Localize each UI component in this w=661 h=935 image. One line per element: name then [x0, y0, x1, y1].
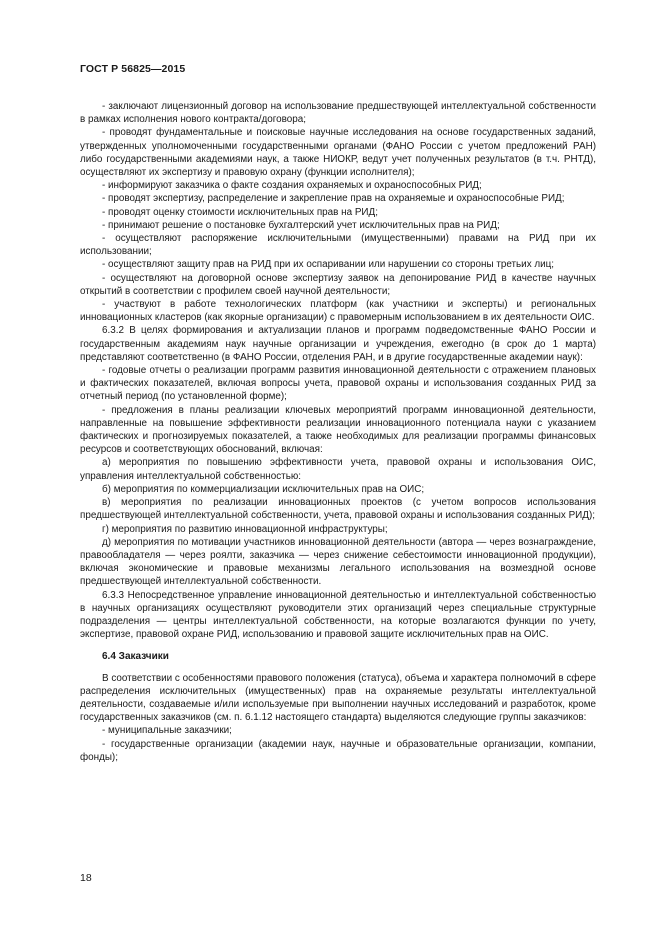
paragraph: - предложения в планы реализации ключевых мероприятий программ инновационной деятельности, направленные на повышение эффективности реализации инновационного потенциала науки с указанием фактических и прогнозируемых показателей, а также необходимых для реализации программы финансовых ресурсов и соответствующих обоснований, включая: [80, 404, 596, 456]
paragraph: - участвуют в работе технологических платформ (как участники и эксперты) и региональных инновационных кластеров (как якорные организации) с правомерным использованием в их деятельности ОИС. [80, 299, 596, 324]
paragraph: - информируют заказчика о факте создания охраняемых и охраноспособных РИД; [102, 180, 482, 192]
paragraph: - проводят оценку стоимости исключительных прав на РИД; [102, 206, 378, 218]
document-header: ГОСТ Р 56825—2015 [80, 63, 186, 75]
paragraph: 6.3.2 В целях формирования и актуализации планов и программ подведомственные ФАНО России и государственным академиям наук научные организации и учреждения, ежегодно (в срок до 1 марта) представляют соответственно (в ФАНО России, отделения РАН, и в другие государственные академии наук): [80, 325, 596, 363]
paragraph: - государственные организации (академии наук, научные и образовательные организации, компании, фонды); [80, 738, 596, 763]
paragraph: - заключают лицензионный договор на использование предшествующей интеллектуальной собственности в рамках исполнения нового контракта/договора; [80, 101, 596, 126]
paragraph: г) мероприятия по развитию инновационной инфраструктуры; [102, 523, 388, 535]
paragraph: - осуществляют распоряжение исключительными (имущественными) правами на РИД при их использовании; [80, 233, 596, 258]
page-number: 18 [80, 872, 92, 884]
paragraph: 6.3.3 Непосредственное управление инновационной деятельностью и интеллектуальной собственностью в научных организациях осуществляют руководители этих организаций через специальные структурные подразделения — центры интеллектуальной собственности, на которые возлагаются функции по учету, экспертизе, правовой охране РИД, использованию и правовой защите исключительных прав на ОИС. [80, 589, 596, 641]
paragraph: - проводят экспертизу, распределение и закрепление прав на охраняемые и охраноспособные РИД; [102, 193, 565, 205]
paragraph: - осуществляют защиту прав на РИД при их оспаривании или нарушении со стороны третьих лиц; [102, 259, 555, 271]
paragraph: - проводят фундаментальные и поисковые научные исследования на основе государственных заданий, утвержденных уполномоченными государственными органами (ФАНО России с учетом предложений РАН) либо государственными академиями наук, а также НИОКР, ведут учет полученных результатов (в т.ч. РНТД), осуществляют их экспертизу и правовую охрану (функции исполнителя); [80, 127, 596, 179]
paragraph: - осуществляют на договорной основе экспертизу заявок на депонирование РИД в качестве научных открытий в соответствии с профилем своей научной деятельности; [80, 272, 596, 297]
paragraph: в) мероприятия по реализации инновационных проектов (с учетом вопросов использования предшествующей интеллектуальной собственности, учета, правовой охраны и использования созданных РИД); [80, 497, 596, 522]
paragraph: - годовые отчеты о реализации программ развития инновационной деятельности с отражением плановых и фактических показателей, включая вопросы учета, правовой охраны и использования созданных РИД за отчетный период (по установленной форме); [80, 365, 596, 403]
section-heading: 6.4 Заказчики [102, 651, 169, 663]
paragraph: - принимают решение о постановке бухгалтерский учет исключительных прав на РИД; [102, 219, 500, 231]
document-body [80, 100, 596, 764]
paragraph: а) мероприятия по повышению эффективности учета, правовой охраны и использования ОИС, управления интеллектуальной собственностью: [80, 457, 596, 482]
paragraphs-bottom [80, 672, 596, 764]
paragraph: б) мероприятия по коммерциализации исключительных прав на ОИС; [102, 483, 425, 495]
paragraph: В соответствии с особенностями правового положения (статуса), объема и характера полномочий в сфере распределения исключительных (имущественных) прав на охраняемые результаты интеллектуальной деятельности, создаваемые и/или используемые при выполнении научных исследований и разработок, кроме государственных заказчиков (см. п. 6.1.12 настоящего стандарта) выделяются следующие группы заказчиков: [80, 672, 596, 724]
paragraph: - муниципальные заказчики; [102, 725, 232, 737]
paragraph: д) мероприятия по мотивации участников инновационной деятельности (автора — через вознаграждение, правообладателя — через роялти, заказчика — через снижение себестоимости инновационной продукции), включая экономические и правовые механизмы легального использования на возмездной основе предшествующей интеллектуальной собственности. [80, 536, 596, 588]
paragraphs-top [80, 100, 596, 641]
